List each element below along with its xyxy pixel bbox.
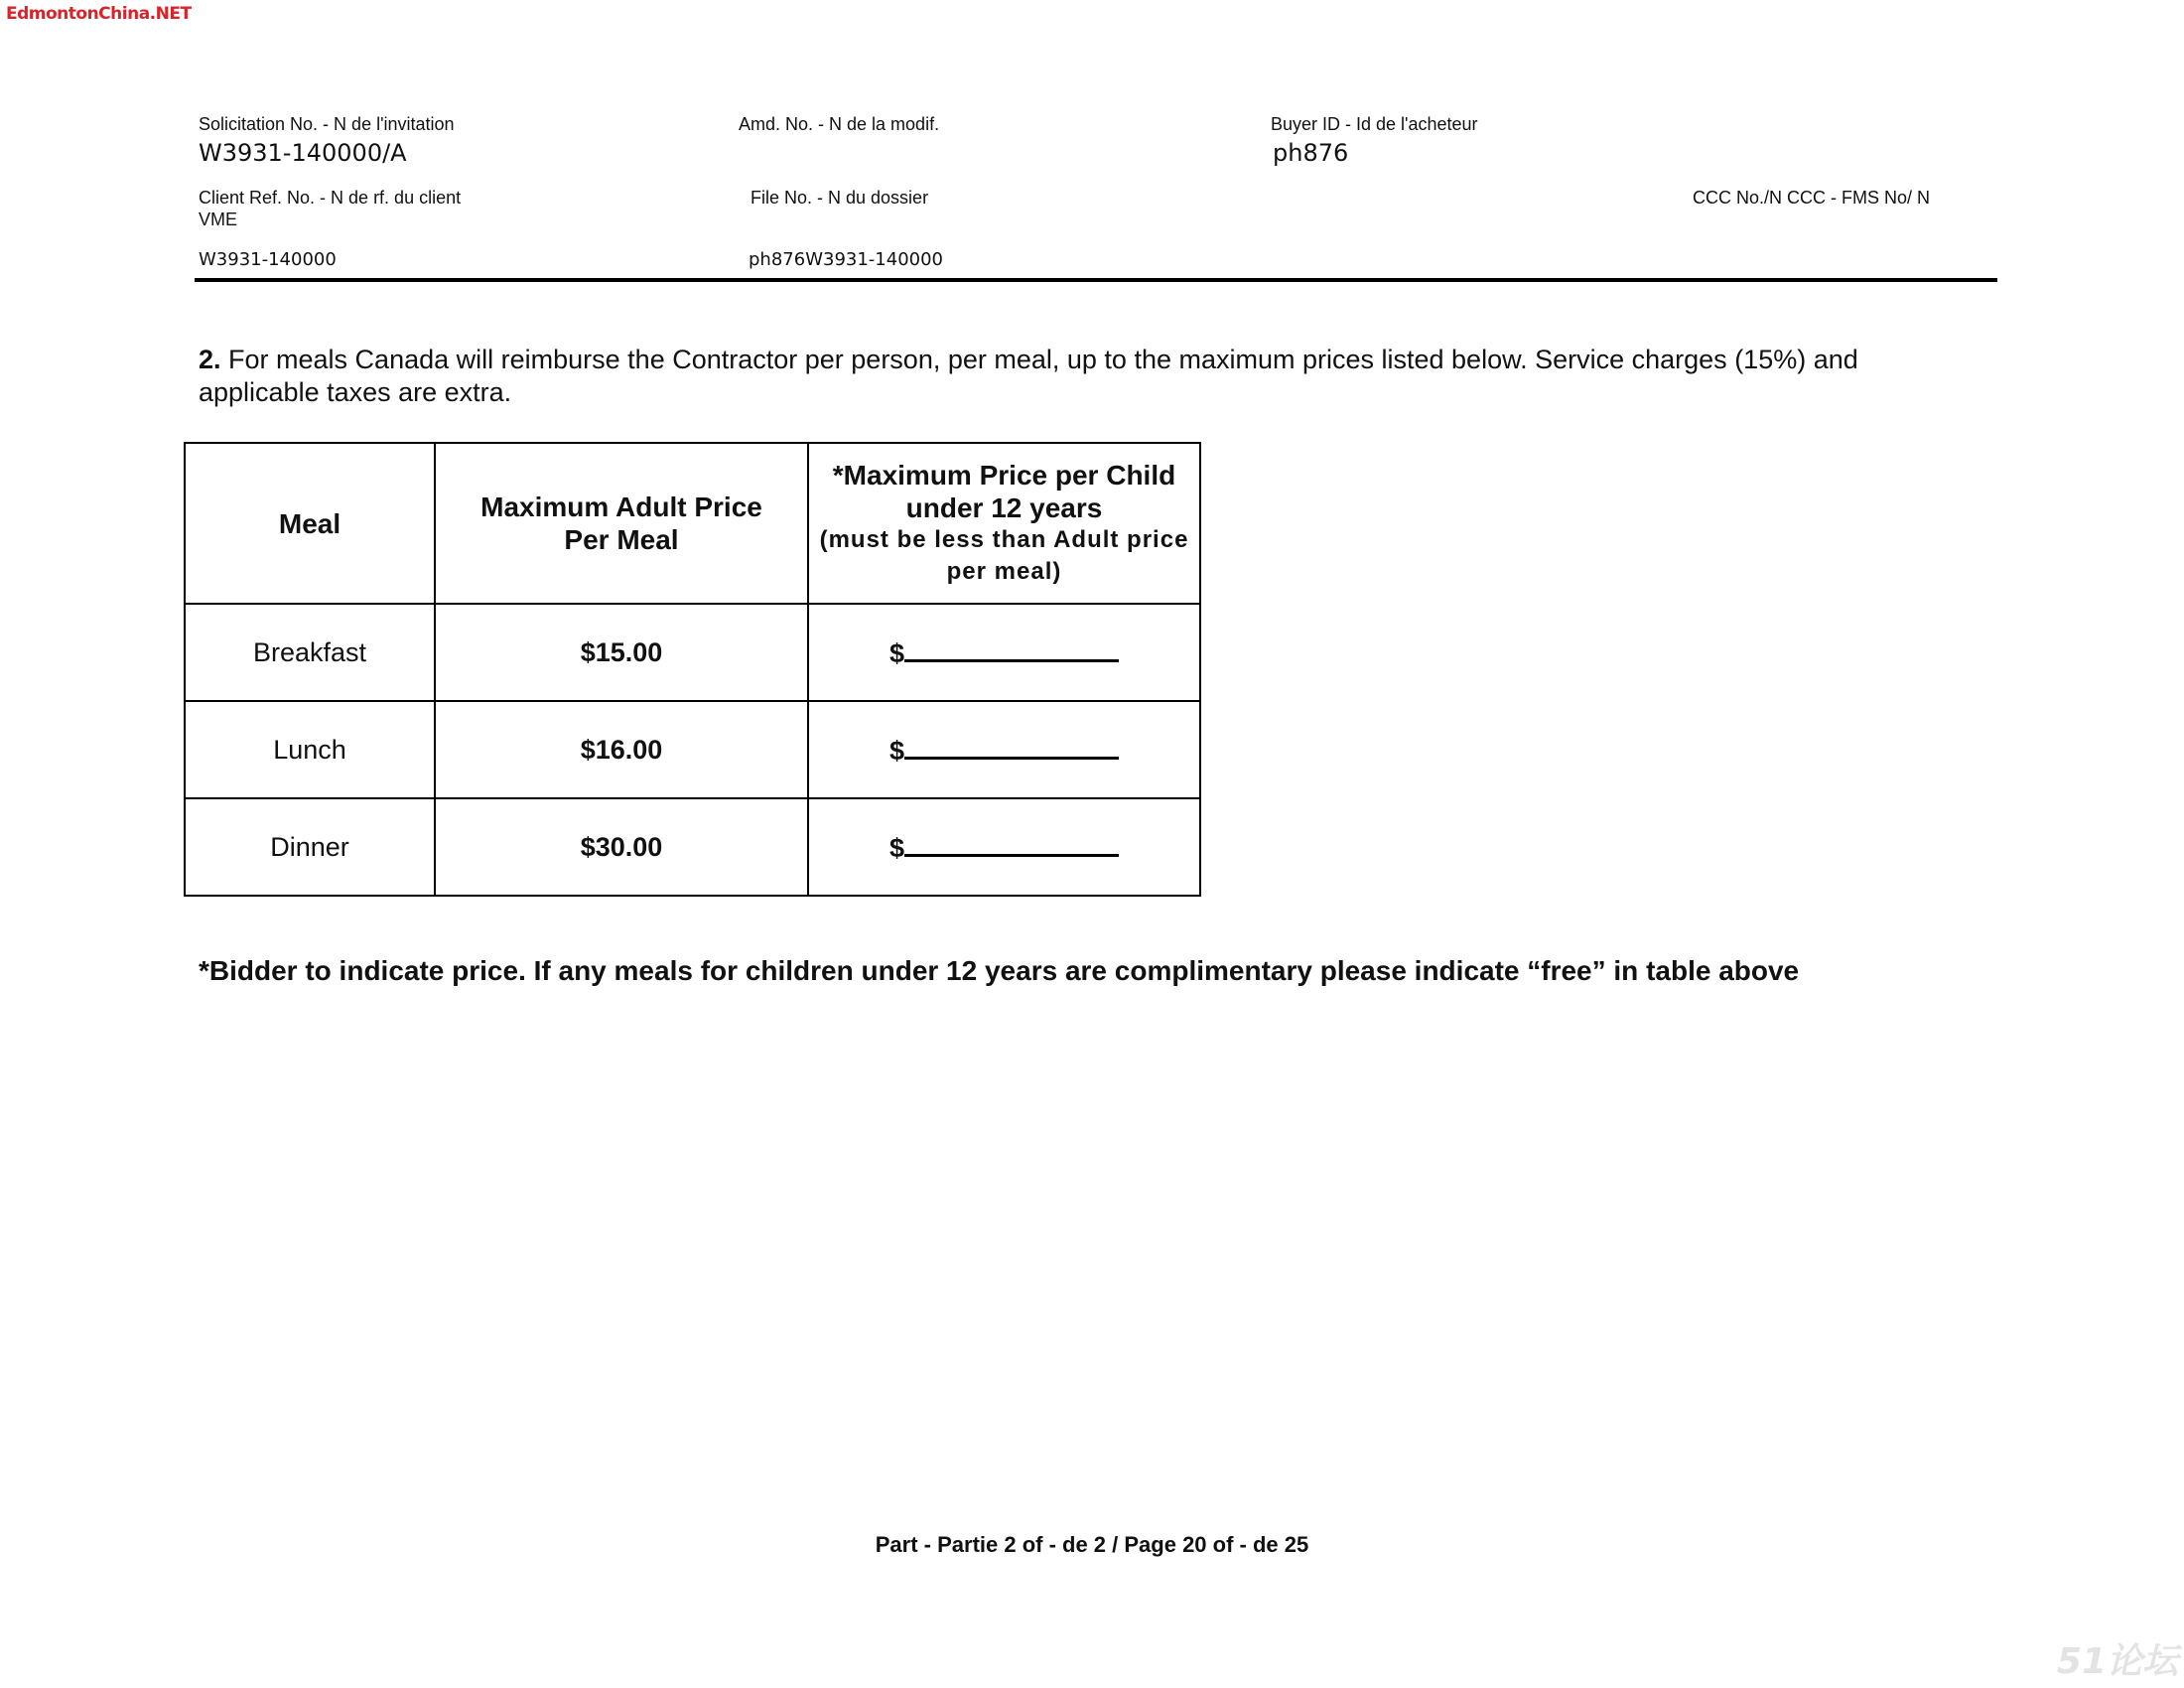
reimbursement-paragraph (199, 344, 1985, 409)
client-ref-label: Client Ref. No. - N de rf. du client (199, 188, 462, 208)
adult-price-cell: $16.00 (435, 701, 808, 798)
file-no-value: ph876W3931-140000 (749, 249, 944, 270)
corner-watermark: 51论坛 (2056, 1641, 2178, 1682)
meal-price-table (184, 442, 1201, 897)
meal-cell: Lunch (185, 701, 435, 798)
meal-cell: Dinner (185, 798, 435, 896)
header-child-line2: under 12 years (905, 492, 1103, 523)
bidder-footnote: *Bidder to indicate price. If any meals for children under 12 years are complimentary please indicate “free” in table above (199, 955, 1800, 986)
paragraph-number: 2. (199, 345, 221, 374)
dollar-sign: $ (888, 638, 905, 668)
header-meal-text: Meal (278, 507, 341, 539)
child-price-cell[interactable] (808, 701, 1200, 798)
child-price-blank[interactable] (904, 733, 1119, 760)
header-child-line1: *Maximum Price per Child (832, 460, 1176, 491)
table-header-row (185, 443, 1200, 604)
header-adult-price (435, 443, 808, 604)
buyer-id-value: ph876 (1273, 139, 1349, 167)
table-row (185, 798, 1200, 896)
amendment-label: Amd. No. - N de la modif. (739, 114, 940, 134)
child-price-blank[interactable] (904, 635, 1119, 662)
child-price-blank[interactable] (904, 830, 1119, 857)
table-row (185, 604, 1200, 701)
buyer-id-label: Buyer ID - Id de l'acheteur (1271, 114, 1478, 134)
client-ref-value: W3931-140000 (199, 249, 337, 270)
header-rule (195, 278, 1997, 282)
paragraph-text: For meals Canada will reimburse the Contractor per person, per meal, up to the maximum prices listed below. Service charges (15%) and applicable taxes are extra. (199, 345, 1858, 407)
header-child-note: (must be less than Adult price per meal) (819, 526, 1189, 585)
file-no-label: File No. - N du dossier (751, 188, 929, 208)
solicitation-label: Solicitation No. - N de l'invitation (199, 114, 455, 134)
ccc-label: CCC No./N CCC - FMS No/ N (1693, 188, 1931, 208)
header-adult-line1: Maximum Adult Price (480, 492, 762, 522)
header-meal (185, 443, 435, 604)
meal-cell: Breakfast (185, 604, 435, 701)
dollar-sign: $ (888, 736, 905, 766)
dollar-sign: $ (888, 833, 905, 863)
child-price-cell[interactable] (808, 798, 1200, 896)
adult-price-cell: $30.00 (435, 798, 808, 896)
page-footer: Part - Partie 2 of - de 2 / Page 20 of - de 25 (875, 1532, 1309, 1557)
header-adult-line2: Per Meal (564, 524, 679, 555)
adult-price-cell: $15.00 (435, 604, 808, 701)
header-child-price (808, 443, 1200, 604)
client-ref-label-line2: VME (199, 210, 238, 229)
solicitation-value: W3931-140000/A (199, 139, 407, 167)
watermark-logo: EdmontonChina.NET (6, 4, 192, 24)
child-price-cell[interactable] (808, 604, 1200, 701)
table-row (185, 701, 1200, 798)
